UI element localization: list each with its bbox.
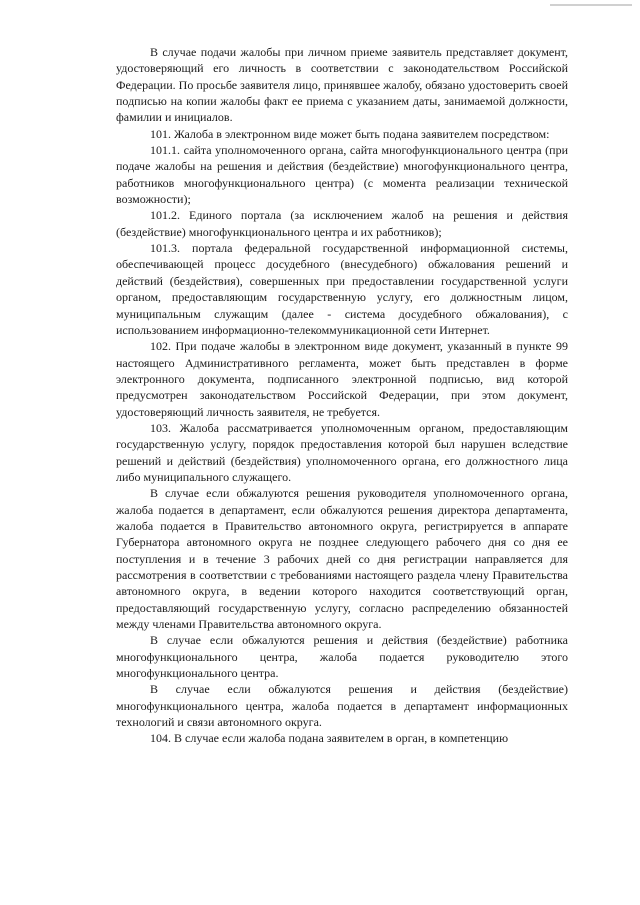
paragraph-101: 101. Жалоба в электронном виде может быть подана заявителем посредством: [150,126,550,141]
document-body [116,44,568,747]
paragraph-104: 104. В случае если жалоба подана заявителем в орган, в компетенцию [150,731,509,746]
paragraph-101-1: 101.1. сайта уполномоченного органа, сайта многофункционального центра (при подаче жалобы на решения и действия (бездействие) многофункционального центра, работников многофункционального центра) (с момента реализации технической возможности); [116,143,568,207]
paragraph-103-mfc-worker: В случае если обжалуются решения и действия (бездействие) работника многофункционального центра, жалоба подается руководителю этого многофункционального центра. [116,633,568,681]
paragraph-102: 102. При подаче жалобы в электронном виде документ, указанный в пункте 99 настоящего Административного регламента, может быть представлен в форме электронного документа, подписанного электронной подписью, вид которой предусмотрен законодательством Российской Федерации, при этом документ, удостоверяющий личность заявителя, не требуется. [116,339,568,419]
paragraph-personal-reception: В случае подачи жалобы при личном приеме заявитель представляет документ, удостоверяющий его личность в соответствии с законодательством Российской Федерации. По просьбе заявителя лицо, принявшее жалобу, обязано удостоверить своей подписью на копии жалобы факт ее приема с указанием даты, занимаемой должности, фамилии и инициалов. [116,45,568,125]
paragraph-101-2: 101.2. Единого портала (за исключением жалоб на решения и действия (бездействие) многофункционального центра и их работников); [116,208,568,239]
paragraph-103-head-decisions: В случае если обжалуются решения руководителя уполномоченного органа, жалоба подается в департамент, если обжалуются решения директора департамента, жалоба подается в Правительство автономного округа, регистрируется в аппарате Губернатора автономного округа не позднее следующего рабочего дня со дня ее поступления и в течение 3 рабочих дней со дня регистрации направляется для рассмотрения в соответствии с требованиями настоящего раздела члену Правительства автономного округа, в ведении которого находится соответствующий орган, предоставляющий государственную услугу, согласно распределению обязанностей между членами Правительства автономного округа. [116,486,568,632]
paragraph-103: 103. Жалоба рассматривается уполномоченным органом, предоставляющим государственную услугу, порядок предоставления которой был нарушен вследствие решений и действий (бездействия) уполномоченного органа, его должностного лица либо муниципального служащего. [116,420,568,484]
paragraph-101-3: 101.3. портала федеральной государственной информационной системы, обеспечивающей процесс досудебного (внесудебного) обжалования решений и действий (бездействия), совершенных при предоставлении государственной услуги органом, предоставляющим государственную услугу, его должностным лицом, муниципальным служащим (далее - система досудебного обжалования), с использованием информационно-телекоммуникационной сети Интернет. [116,241,568,337]
paragraph-103-mfc: В случае если обжалуются решения и действия (бездействие) многофункционального центра, жалоба подается в департамент информационных технологий и связи автономного округа. [116,682,568,730]
scan-edge-mark [550,4,632,6]
